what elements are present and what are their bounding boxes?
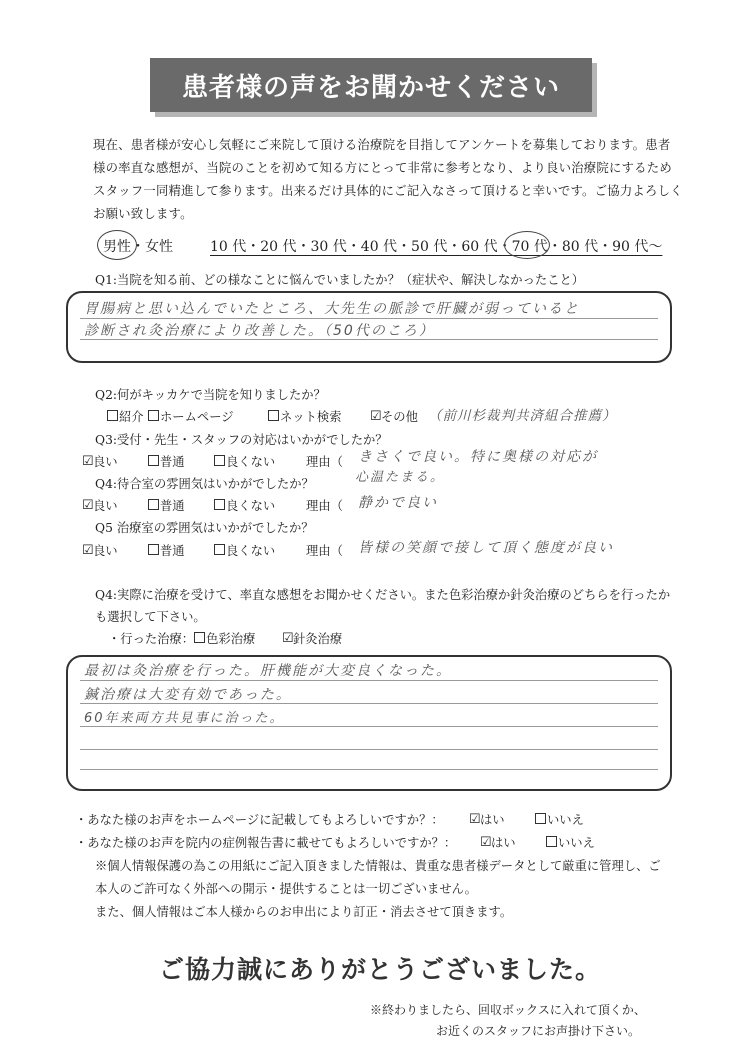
q1-question: Q1:当院を知る前、どの様なことに悩んでいましたか？（症状や、解決しなかったこと） bbox=[95, 273, 585, 287]
checkmark-icon[interactable]: ☑ bbox=[82, 454, 94, 469]
q3-reason-line2: 心温たまる。 bbox=[355, 470, 446, 485]
q3-option-1[interactable]: 普通 bbox=[148, 452, 185, 470]
gender-male[interactable]: 男性 bbox=[103, 239, 131, 255]
checkbox[interactable] bbox=[214, 455, 225, 466]
consent-homepage-no[interactable]: いいえ bbox=[535, 810, 584, 828]
consent-report-yes[interactable]: ☑はい bbox=[480, 835, 516, 850]
q5-reason-line1: 皆様の笑顔で接して頂く態度が良い bbox=[358, 540, 614, 556]
gender-female[interactable]: 女性 bbox=[145, 239, 173, 255]
q3-option-2[interactable]: 良くない bbox=[214, 452, 275, 470]
q6-answer-line3: 60年来両方共見事に治った。 bbox=[84, 711, 285, 726]
q3-reason-label: 理由（ bbox=[306, 455, 343, 469]
checkmark-icon[interactable]: ☑ bbox=[82, 498, 94, 513]
checkbox[interactable] bbox=[214, 544, 225, 555]
checkmark-icon[interactable]: ☑ bbox=[82, 543, 94, 558]
checkmark-icon[interactable]: ☑ bbox=[282, 631, 294, 646]
checkbox[interactable] bbox=[268, 410, 279, 421]
q4-option-2[interactable]: 良くない bbox=[214, 496, 275, 514]
consent-homepage-yes[interactable]: ☑はい bbox=[469, 812, 505, 827]
checkbox[interactable] bbox=[194, 632, 205, 643]
gender-selected-circle bbox=[97, 230, 137, 260]
privacy-line3: また、個人情報はご本人様からのお申出により訂正・消去させて頂きます。 bbox=[95, 905, 513, 919]
q6-question-line2: も選択して下さい。 bbox=[95, 610, 206, 624]
q6-question-line1: Q4:実際に治療を受けて、率直な感想をお聞かせください。また色彩治療か針灸治療のどちらを行ったか bbox=[95, 588, 671, 602]
age-selected-circle bbox=[504, 231, 550, 259]
footer-line1: ※終わりましたら、回収ボックスに入れて頂くか、 bbox=[370, 1003, 646, 1017]
q4-reason-label: 理由（ bbox=[306, 499, 343, 513]
intro-text: 現在、患者様が安心し気軽にご来院して頂ける治療院を目指してアンケートを募集しております。患者様の率直な感想が、当院のことを初めて知る方にとって非常に参考となり、より良い治療院にするためスタッフ一同精進して参ります。出来るだけ具体的にご記入なさって頂けると幸いです。ご協力よろしくお願い致します。 bbox=[93, 137, 683, 221]
q2-option-3[interactable]: ☑その他 bbox=[370, 409, 418, 424]
page-title: 患者様の声をお聞かせください bbox=[181, 72, 560, 103]
treatment-color[interactable]: 色彩治療 bbox=[206, 632, 256, 646]
privacy-line2: 本人のご許可なく外部への開示・提供することは一切ございません。 bbox=[95, 882, 477, 896]
q5-option-0[interactable]: ☑良い bbox=[82, 543, 118, 558]
q1-answer-line1: 胃腸病と思い込んでいたところ、大先生の脈診で肝臓が弱っていると bbox=[84, 301, 580, 317]
checkmark-icon[interactable]: ☑ bbox=[370, 409, 382, 424]
consent-report-question: ・あなた様のお声を院内の症例報告書に載せてもよろしいですか？： bbox=[75, 836, 457, 850]
checkbox[interactable] bbox=[214, 499, 225, 510]
checkmark-icon[interactable]: ☑ bbox=[480, 835, 492, 850]
q6-treatment-acupuncture[interactable]: ☑針灸治療 bbox=[282, 631, 343, 646]
q1-answer-line2: 診断され灸治療により改善した。（50代のころ） bbox=[84, 323, 435, 339]
checkbox[interactable] bbox=[148, 499, 159, 510]
q5-option-2[interactable]: 良くない bbox=[214, 541, 275, 559]
checkmark-icon[interactable]: ☑ bbox=[469, 812, 481, 827]
q3-option-0[interactable]: ☑良い bbox=[82, 454, 118, 469]
privacy-line1: ※個人情報保護の為この用紙にご記入頂きました情報は、貴重な患者様データとして厳重に管理し、ご bbox=[95, 859, 661, 873]
q4-option-1[interactable]: 普通 bbox=[148, 496, 185, 514]
checkbox[interactable] bbox=[148, 410, 159, 421]
q4-reason-line1: 静かで良い bbox=[358, 495, 438, 511]
checkbox[interactable] bbox=[546, 836, 557, 847]
q3-question: Q3:受付・先生・スタッフの対応はいかがでしたか？ bbox=[95, 433, 388, 447]
footer-line2: お近くのスタッフにお声掛け下さい。 bbox=[436, 1024, 641, 1038]
checkbox[interactable] bbox=[107, 410, 118, 421]
q6-answer-line1: 最初は灸治療を行った。肝機能が大変良くなった。 bbox=[84, 663, 452, 679]
consent-homepage-question: ・あなた様のお声をホームページに記載してもよろしいですか？： bbox=[75, 813, 444, 827]
q6-answer-line2: 鍼治療は大変有効であった。 bbox=[84, 687, 292, 703]
gender-row: 男性・女性 bbox=[103, 236, 173, 256]
q5-question: Q5 治療室の雰囲気はいかがでしたか？ bbox=[95, 521, 314, 535]
q6-treatment-row: ・行った治療： 色彩治療 bbox=[108, 632, 256, 646]
age-row[interactable]: 10 代・20 代・30 代・40 代・50 代・60 代・70 代・80 代・90 代～ bbox=[210, 239, 663, 255]
q2-option-2[interactable]: ネット検索 bbox=[268, 407, 342, 425]
title-banner bbox=[150, 58, 592, 112]
consent-report-no[interactable]: いいえ bbox=[546, 833, 595, 851]
q2-option-1[interactable]: ホームページ bbox=[148, 407, 234, 425]
checkbox[interactable] bbox=[535, 813, 546, 824]
q5-reason-label: 理由（ bbox=[306, 544, 343, 558]
q4-question: Q4:待合室の雰囲気はいかがでしたか？ bbox=[95, 477, 314, 491]
q3-reason-line1: きさくで良い。特に奥様の対応が bbox=[358, 449, 598, 465]
q2-question: Q2:何がキッカケで当院を知りましたか？ bbox=[95, 388, 326, 402]
checkbox[interactable] bbox=[148, 544, 159, 555]
q5-option-1[interactable]: 普通 bbox=[148, 541, 185, 559]
q4-option-0[interactable]: ☑良い bbox=[82, 498, 118, 513]
q2-other-text: （前川杉裁判共済組合推薦） bbox=[428, 408, 617, 424]
thanks-message: ご協力誠にありがとうございました。 bbox=[158, 955, 601, 984]
q2-option-0[interactable]: 紹介 bbox=[107, 407, 144, 425]
checkbox[interactable] bbox=[148, 455, 159, 466]
